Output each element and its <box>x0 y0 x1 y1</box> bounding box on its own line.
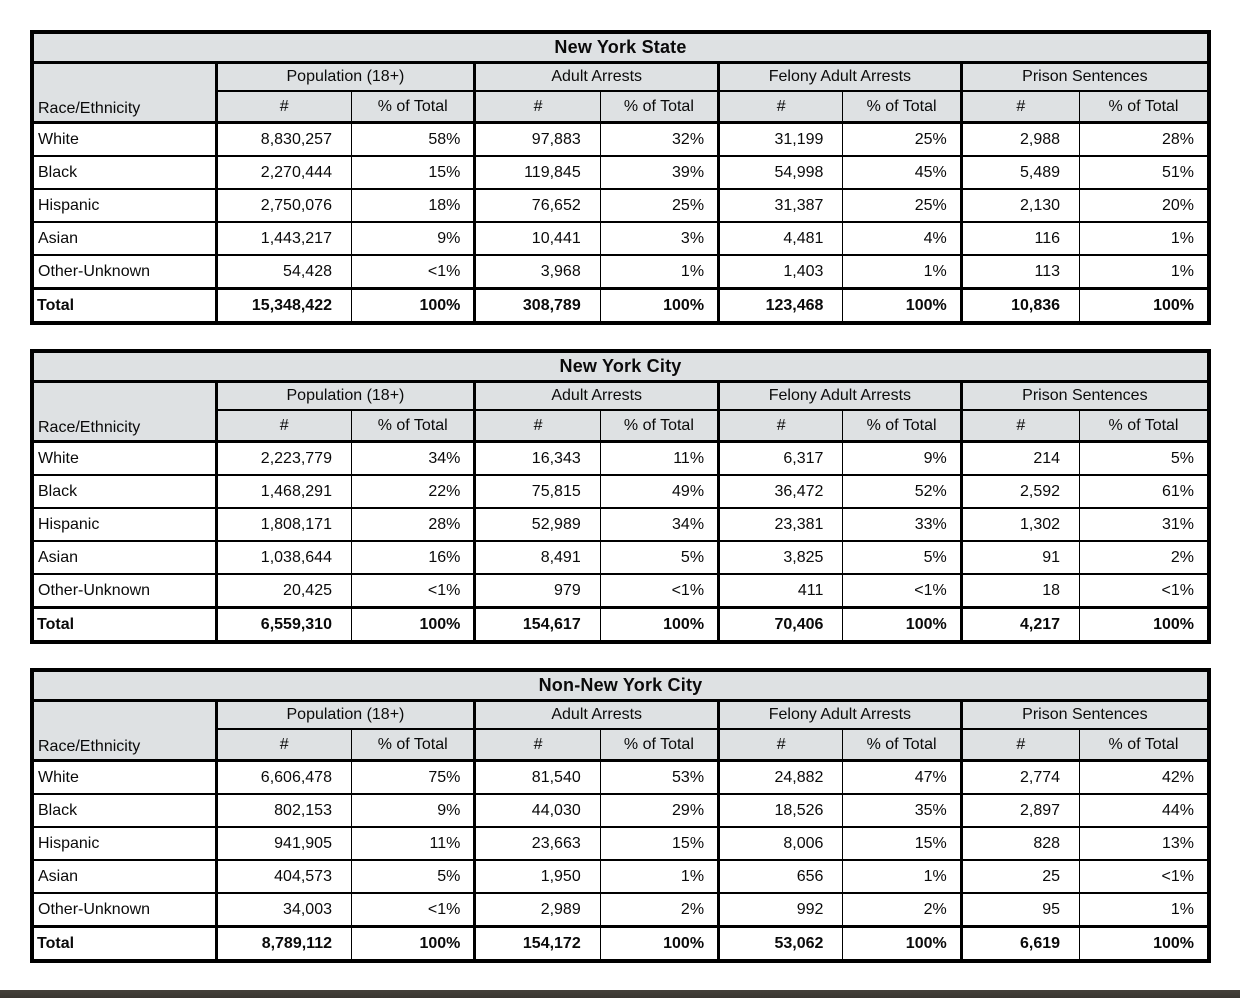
data-table <box>34 702 1207 959</box>
count-cell: 81,540 <box>475 761 600 795</box>
column-group-header-population-18-: Population (18+) <box>216 702 475 729</box>
percent-subheader: % of Total <box>351 729 474 761</box>
table-title: Non-New York City <box>34 672 1207 702</box>
percent-subheader: % of Total <box>843 729 961 761</box>
table-row-asian <box>34 222 1207 255</box>
total-count-cell: 70,406 <box>719 608 843 641</box>
total-count-cell: 10,836 <box>961 289 1079 322</box>
count-cell: 44,030 <box>475 794 600 827</box>
table-row-white <box>34 442 1207 476</box>
total-count-cell: 154,617 <box>475 608 600 641</box>
percent-cell: 51% <box>1080 156 1207 189</box>
percent-cell: 28% <box>351 508 474 541</box>
data-table <box>34 64 1207 321</box>
total-row <box>34 927 1207 960</box>
count-cell: 20,425 <box>216 574 351 608</box>
count-cell: 2,270,444 <box>216 156 351 189</box>
count-cell: 4,481 <box>719 222 843 255</box>
column-group-header-adult-arrests: Adult Arrests <box>475 383 719 410</box>
percent-cell: 35% <box>843 794 961 827</box>
total-count-cell: 15,348,422 <box>216 289 351 322</box>
race-ethnicity-header: Race/Ethnicity <box>34 383 216 442</box>
percent-cell: 29% <box>600 794 718 827</box>
count-subheader: # <box>216 410 351 442</box>
count-subheader: # <box>475 91 600 123</box>
count-cell: 18,526 <box>719 794 843 827</box>
table-title: New York City <box>34 353 1207 383</box>
table-row-black <box>34 475 1207 508</box>
table-row-hispanic <box>34 827 1207 860</box>
total-percent-cell: 100% <box>1080 927 1207 960</box>
race-cell: Hispanic <box>34 189 216 222</box>
table-body <box>34 123 1207 322</box>
percent-cell: 16% <box>351 541 474 574</box>
percent-cell: 2% <box>843 893 961 927</box>
count-cell: 1,950 <box>475 860 600 893</box>
percent-cell: 1% <box>843 860 961 893</box>
percent-cell: 9% <box>351 794 474 827</box>
count-cell: 411 <box>719 574 843 608</box>
column-group-header-felony-adult-arrests: Felony Adult Arrests <box>719 702 962 729</box>
percent-cell: 58% <box>351 123 474 157</box>
total-count-cell: 308,789 <box>475 289 600 322</box>
total-percent-cell: 100% <box>1080 608 1207 641</box>
percent-cell: <1% <box>1080 574 1207 608</box>
table-row-other-unknown <box>34 255 1207 289</box>
count-subheader: # <box>961 729 1079 761</box>
count-cell: 36,472 <box>719 475 843 508</box>
column-group-header-adult-arrests: Adult Arrests <box>475 64 719 91</box>
race-cell: White <box>34 123 216 157</box>
group-header-row <box>34 64 1207 91</box>
percent-subheader: % of Total <box>843 410 961 442</box>
count-subheader: # <box>961 91 1079 123</box>
count-cell: 25 <box>961 860 1079 893</box>
table-title: New York State <box>34 34 1207 64</box>
percent-cell: 28% <box>1080 123 1207 157</box>
table-head <box>34 702 1207 761</box>
count-cell: 656 <box>719 860 843 893</box>
percent-cell: 22% <box>351 475 474 508</box>
percent-cell: 34% <box>600 508 718 541</box>
total-percent-cell: 100% <box>843 608 961 641</box>
count-subheader: # <box>719 91 843 123</box>
percent-cell: 1% <box>600 860 718 893</box>
percent-subheader: % of Total <box>1080 410 1207 442</box>
percent-subheader: % of Total <box>1080 91 1207 123</box>
page-bottom-rule <box>0 990 1240 998</box>
total-percent-cell: 100% <box>600 289 718 322</box>
race-cell: White <box>34 442 216 476</box>
percent-cell: <1% <box>600 574 718 608</box>
column-group-header-prison-sentences: Prison Sentences <box>961 383 1207 410</box>
total-percent-cell: 100% <box>351 289 474 322</box>
count-cell: 979 <box>475 574 600 608</box>
count-cell: 34,003 <box>216 893 351 927</box>
total-row <box>34 608 1207 641</box>
count-cell: 24,882 <box>719 761 843 795</box>
percent-cell: 39% <box>600 156 718 189</box>
count-cell: 828 <box>961 827 1079 860</box>
count-cell: 1,443,217 <box>216 222 351 255</box>
table-new-york-city <box>30 349 1211 644</box>
count-cell: 2,223,779 <box>216 442 351 476</box>
percent-cell: <1% <box>1080 860 1207 893</box>
percent-cell: 42% <box>1080 761 1207 795</box>
count-subheader: # <box>216 91 351 123</box>
count-cell: 75,815 <box>475 475 600 508</box>
count-cell: 992 <box>719 893 843 927</box>
percent-cell: <1% <box>843 574 961 608</box>
column-group-header-population-18-: Population (18+) <box>216 64 475 91</box>
total-count-cell: 6,559,310 <box>216 608 351 641</box>
percent-cell: 15% <box>600 827 718 860</box>
percent-cell: 47% <box>843 761 961 795</box>
race-cell: Asian <box>34 541 216 574</box>
table-row-other-unknown <box>34 893 1207 927</box>
percent-cell: 9% <box>351 222 474 255</box>
percent-cell: 3% <box>600 222 718 255</box>
count-cell: 23,663 <box>475 827 600 860</box>
total-percent-cell: 100% <box>843 927 961 960</box>
count-cell: 54,428 <box>216 255 351 289</box>
column-group-header-adult-arrests: Adult Arrests <box>475 702 719 729</box>
percent-cell: <1% <box>351 574 474 608</box>
percent-cell: 9% <box>843 442 961 476</box>
percent-cell: <1% <box>351 893 474 927</box>
count-subheader: # <box>216 729 351 761</box>
count-cell: 3,968 <box>475 255 600 289</box>
total-row <box>34 289 1207 322</box>
percent-cell: 25% <box>843 123 961 157</box>
table-row-asian <box>34 541 1207 574</box>
table-row-asian <box>34 860 1207 893</box>
race-cell: Hispanic <box>34 508 216 541</box>
percent-cell: 33% <box>843 508 961 541</box>
group-header-row <box>34 383 1207 410</box>
column-group-header-felony-adult-arrests: Felony Adult Arrests <box>719 383 962 410</box>
count-cell: 31,387 <box>719 189 843 222</box>
count-cell: 10,441 <box>475 222 600 255</box>
percent-cell: 15% <box>843 827 961 860</box>
percent-cell: 11% <box>351 827 474 860</box>
total-count-cell: 154,172 <box>475 927 600 960</box>
count-cell: 2,750,076 <box>216 189 351 222</box>
percent-cell: 34% <box>351 442 474 476</box>
race-cell: Hispanic <box>34 827 216 860</box>
table-row-black <box>34 794 1207 827</box>
count-cell: 1,808,171 <box>216 508 351 541</box>
percent-cell: 25% <box>843 189 961 222</box>
count-cell: 18 <box>961 574 1079 608</box>
percent-cell: 2% <box>1080 541 1207 574</box>
count-cell: 8,006 <box>719 827 843 860</box>
table-row-hispanic <box>34 189 1207 222</box>
total-percent-cell: 100% <box>600 927 718 960</box>
percent-cell: <1% <box>351 255 474 289</box>
race-cell: Black <box>34 475 216 508</box>
group-header-row <box>34 702 1207 729</box>
percent-cell: 1% <box>1080 255 1207 289</box>
percent-cell: 13% <box>1080 827 1207 860</box>
count-cell: 1,468,291 <box>216 475 351 508</box>
total-percent-cell: 100% <box>600 608 718 641</box>
percent-cell: 31% <box>1080 508 1207 541</box>
count-subheader: # <box>475 729 600 761</box>
race-ethnicity-header: Race/Ethnicity <box>34 702 216 761</box>
count-cell: 1,403 <box>719 255 843 289</box>
count-subheader: # <box>719 729 843 761</box>
column-group-header-felony-adult-arrests: Felony Adult Arrests <box>719 64 962 91</box>
count-cell: 16,343 <box>475 442 600 476</box>
table-body <box>34 442 1207 641</box>
race-cell: Other-Unknown <box>34 893 216 927</box>
count-cell: 52,989 <box>475 508 600 541</box>
race-cell: Asian <box>34 860 216 893</box>
table-row-hispanic <box>34 508 1207 541</box>
percent-cell: 11% <box>600 442 718 476</box>
total-count-cell: 4,217 <box>961 608 1079 641</box>
count-cell: 6,606,478 <box>216 761 351 795</box>
total-label-cell: Total <box>34 289 216 322</box>
percent-cell: 61% <box>1080 475 1207 508</box>
percent-cell: 75% <box>351 761 474 795</box>
count-cell: 802,153 <box>216 794 351 827</box>
data-table <box>34 383 1207 640</box>
percent-cell: 32% <box>600 123 718 157</box>
percent-subheader: % of Total <box>600 729 718 761</box>
count-cell: 54,998 <box>719 156 843 189</box>
count-cell: 1,302 <box>961 508 1079 541</box>
table-head <box>34 383 1207 442</box>
count-cell: 119,845 <box>475 156 600 189</box>
table-non-new-york-city <box>30 668 1211 963</box>
count-cell: 5,489 <box>961 156 1079 189</box>
percent-cell: 5% <box>351 860 474 893</box>
percent-cell: 1% <box>1080 222 1207 255</box>
race-cell: Other-Unknown <box>34 255 216 289</box>
count-cell: 91 <box>961 541 1079 574</box>
column-group-header-prison-sentences: Prison Sentences <box>961 702 1207 729</box>
count-cell: 6,317 <box>719 442 843 476</box>
race-cell: Black <box>34 794 216 827</box>
percent-cell: 1% <box>600 255 718 289</box>
count-cell: 2,989 <box>475 893 600 927</box>
count-cell: 95 <box>961 893 1079 927</box>
total-percent-cell: 100% <box>351 608 474 641</box>
total-count-cell: 8,789,112 <box>216 927 351 960</box>
percent-cell: 25% <box>600 189 718 222</box>
count-cell: 404,573 <box>216 860 351 893</box>
total-count-cell: 123,468 <box>719 289 843 322</box>
total-count-cell: 53,062 <box>719 927 843 960</box>
total-label-cell: Total <box>34 608 216 641</box>
table-row-other-unknown <box>34 574 1207 608</box>
percent-cell: 1% <box>1080 893 1207 927</box>
table-head <box>34 64 1207 123</box>
count-subheader: # <box>961 410 1079 442</box>
percent-cell: 44% <box>1080 794 1207 827</box>
percent-subheader: % of Total <box>1080 729 1207 761</box>
percent-cell: 18% <box>351 189 474 222</box>
count-cell: 23,381 <box>719 508 843 541</box>
total-label-cell: Total <box>34 927 216 960</box>
count-cell: 8,830,257 <box>216 123 351 157</box>
column-group-header-population-18-: Population (18+) <box>216 383 475 410</box>
percent-cell: 53% <box>600 761 718 795</box>
race-cell: Asian <box>34 222 216 255</box>
race-ethnicity-header: Race/Ethnicity <box>34 64 216 123</box>
race-cell: Other-Unknown <box>34 574 216 608</box>
count-subheader: # <box>719 410 843 442</box>
percent-subheader: % of Total <box>351 410 474 442</box>
percent-cell: 52% <box>843 475 961 508</box>
percent-subheader: % of Total <box>600 410 718 442</box>
percent-subheader: % of Total <box>600 91 718 123</box>
count-cell: 2,897 <box>961 794 1079 827</box>
total-percent-cell: 100% <box>1080 289 1207 322</box>
percent-cell: 49% <box>600 475 718 508</box>
percent-subheader: % of Total <box>351 91 474 123</box>
table-row-white <box>34 761 1207 795</box>
race-cell: White <box>34 761 216 795</box>
percent-subheader: % of Total <box>843 91 961 123</box>
table-new-york-state <box>30 30 1211 325</box>
count-subheader: # <box>475 410 600 442</box>
count-cell: 31,199 <box>719 123 843 157</box>
count-cell: 113 <box>961 255 1079 289</box>
percent-cell: 15% <box>351 156 474 189</box>
table-row-black <box>34 156 1207 189</box>
percent-cell: 2% <box>600 893 718 927</box>
count-cell: 76,652 <box>475 189 600 222</box>
table-body <box>34 761 1207 960</box>
total-count-cell: 6,619 <box>961 927 1079 960</box>
percent-cell: 1% <box>843 255 961 289</box>
count-cell: 214 <box>961 442 1079 476</box>
race-cell: Black <box>34 156 216 189</box>
count-cell: 3,825 <box>719 541 843 574</box>
total-percent-cell: 100% <box>351 927 474 960</box>
percent-cell: 4% <box>843 222 961 255</box>
percent-cell: 5% <box>1080 442 1207 476</box>
count-cell: 97,883 <box>475 123 600 157</box>
count-cell: 1,038,644 <box>216 541 351 574</box>
percent-cell: 20% <box>1080 189 1207 222</box>
count-cell: 2,774 <box>961 761 1079 795</box>
percent-cell: 5% <box>600 541 718 574</box>
table-row-white <box>34 123 1207 157</box>
total-percent-cell: 100% <box>843 289 961 322</box>
count-cell: 8,491 <box>475 541 600 574</box>
count-cell: 941,905 <box>216 827 351 860</box>
percent-cell: 5% <box>843 541 961 574</box>
count-cell: 2,130 <box>961 189 1079 222</box>
percent-cell: 45% <box>843 156 961 189</box>
count-cell: 2,592 <box>961 475 1079 508</box>
count-cell: 2,988 <box>961 123 1079 157</box>
column-group-header-prison-sentences: Prison Sentences <box>961 64 1207 91</box>
count-cell: 116 <box>961 222 1079 255</box>
